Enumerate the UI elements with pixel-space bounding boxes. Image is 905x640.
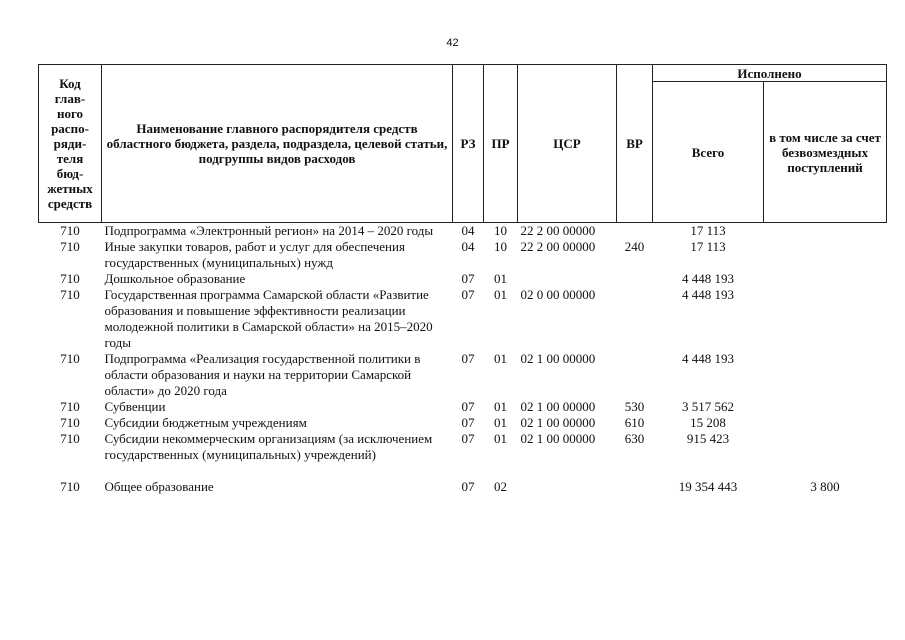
cell-vr xyxy=(617,271,653,287)
cell-rz: 07 xyxy=(461,399,475,414)
cell-gratuitous xyxy=(764,271,887,287)
cell-pr: 01 xyxy=(494,399,507,414)
cell-vr: 240 xyxy=(624,239,645,254)
cell-name: Субсидии некоммерческим организациям (за исключением государственных (муниципальных) учреждений) xyxy=(104,431,433,462)
cell-rz: 07 xyxy=(461,271,475,286)
cell-csr: 22 2 00 00000 xyxy=(520,223,596,238)
cell-total: 915 423 xyxy=(686,431,730,446)
cell-code: 710 xyxy=(60,287,80,302)
header-rz: РЗ xyxy=(453,65,484,223)
header-csr: ЦСР xyxy=(518,65,617,223)
table-row xyxy=(39,239,887,271)
table-spacer-row xyxy=(39,463,887,479)
table-row xyxy=(39,415,887,431)
cell-code: 710 xyxy=(60,351,80,366)
budget-table xyxy=(38,64,887,495)
table-body xyxy=(39,223,887,496)
table-row xyxy=(39,351,887,399)
cell-csr: 02 1 00 00000 xyxy=(520,351,596,366)
cell-rz: 07 xyxy=(461,415,475,430)
cell-vr: 630 xyxy=(624,431,645,446)
cell-name: Дошкольное образование xyxy=(104,271,246,286)
page-number: 42 xyxy=(446,37,459,49)
table-row xyxy=(39,431,887,463)
cell-total: 4 448 193 xyxy=(682,287,734,302)
cell-rz: 07 xyxy=(461,479,475,494)
cell-name: Государственная программа Самарской области «Развитие образования и повышение эффективности реализации молодежной политики в Самарской области» на 2015–2020 годы xyxy=(104,287,433,350)
cell-total: 4 448 193 xyxy=(682,351,734,366)
cell-name: Подпрограмма «Электронный регион» на 2014 – 2020 годы xyxy=(104,223,434,238)
cell-vr xyxy=(617,287,653,351)
cell-code: 710 xyxy=(60,239,80,254)
cell-rz: 07 xyxy=(461,287,475,302)
table-row xyxy=(39,271,887,287)
cell-pr: 01 xyxy=(494,271,507,286)
cell-pr: 10 xyxy=(494,239,507,254)
cell-gratuitous xyxy=(764,351,887,399)
cell-csr: 02 1 00 00000 xyxy=(520,431,596,446)
header-executed: Исполнено xyxy=(653,65,887,82)
header-name: Наименование главного распорядителя средств областного бюджета, раздела, подраздела, целевой статьи, подгруппы видов расходов xyxy=(102,65,453,223)
cell-rz: 04 xyxy=(461,239,475,254)
cell-rz: 04 xyxy=(461,223,475,238)
table-row xyxy=(39,399,887,415)
cell-code: 710 xyxy=(60,223,80,238)
cell-code: 710 xyxy=(60,415,80,430)
cell-gratuitous xyxy=(764,287,887,351)
cell-pr: 01 xyxy=(494,431,507,446)
cell-csr xyxy=(518,271,617,287)
table-row xyxy=(39,223,887,240)
cell-csr: 02 1 00 00000 xyxy=(520,399,596,414)
cell-pr: 01 xyxy=(494,287,507,302)
cell-pr: 10 xyxy=(494,223,507,238)
cell-name: Субсидии бюджетным учреждениям xyxy=(104,415,307,430)
cell-name: Подпрограмма «Реализация государственной политики в области образования и науки на территории Самарской области» до 2020 года xyxy=(104,351,421,398)
cell-gratuitous xyxy=(764,399,887,415)
cell-gratuitous xyxy=(764,431,887,463)
cell-total: 17 113 xyxy=(690,239,726,254)
cell-name: Общее образование xyxy=(104,479,214,494)
header-vr: ВР xyxy=(617,65,653,223)
header-pr: ПР xyxy=(484,65,518,223)
header-gratuitous: в том числе за счет безвозмездных поступлений xyxy=(764,82,887,223)
cell-name: Иные закупки товаров, работ и услуг для обеспечения государственных (муниципальных) нужд xyxy=(104,239,405,270)
table-row xyxy=(39,479,887,495)
cell-rz: 07 xyxy=(461,351,475,366)
cell-gratuitous xyxy=(764,239,887,271)
cell-csr: 02 0 00 00000 xyxy=(520,287,596,302)
cell-gratuitous xyxy=(764,223,887,240)
cell-csr xyxy=(518,479,617,495)
cell-csr: 22 2 00 00000 xyxy=(520,239,596,254)
table-header xyxy=(39,65,887,223)
table-row xyxy=(39,287,887,351)
cell-total: 17 113 xyxy=(690,223,726,238)
cell-rz: 07 xyxy=(461,431,475,446)
cell-total: 19 354 443 xyxy=(678,479,738,494)
header-code: Код глав- ного распо- ряди- теля бюд- жетных средств xyxy=(39,65,102,223)
cell-total: 3 517 562 xyxy=(682,399,734,414)
cell-code: 710 xyxy=(60,479,80,494)
cell-pr: 01 xyxy=(494,415,507,430)
cell-code: 710 xyxy=(60,399,80,414)
cell-pr: 01 xyxy=(494,351,507,366)
cell-vr xyxy=(617,351,653,399)
cell-code: 710 xyxy=(60,271,80,286)
cell-code: 710 xyxy=(60,431,80,446)
cell-vr: 530 xyxy=(624,399,645,414)
cell-vr xyxy=(617,223,653,240)
cell-vr: 610 xyxy=(624,415,645,430)
cell-gratuitous: 3 800 xyxy=(810,479,840,494)
header-total: Всего xyxy=(653,82,764,223)
cell-pr: 02 xyxy=(494,479,507,494)
cell-total: 15 208 xyxy=(690,415,726,430)
cell-gratuitous xyxy=(764,415,887,431)
cell-total: 4 448 193 xyxy=(682,271,734,286)
cell-csr: 02 1 00 00000 xyxy=(520,415,596,430)
cell-vr xyxy=(617,479,653,495)
cell-name: Субвенции xyxy=(104,399,166,414)
